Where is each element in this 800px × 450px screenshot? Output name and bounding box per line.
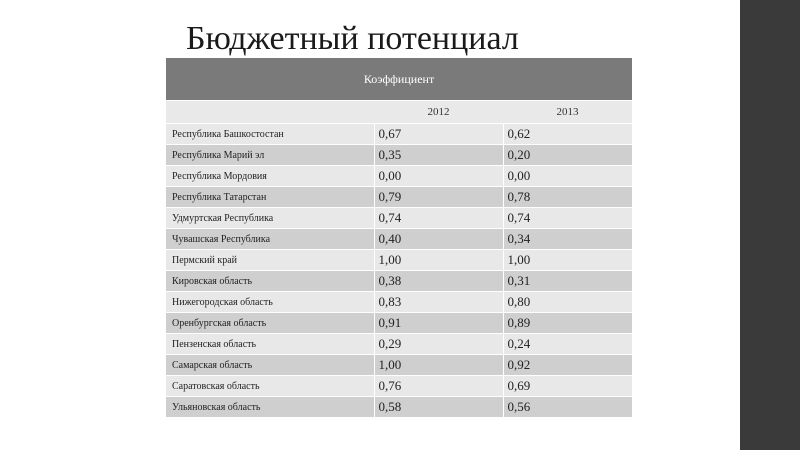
value-2012-cell: 0,91 — [374, 313, 503, 334]
value-2012-cell: 0,74 — [374, 208, 503, 229]
table-row — [166, 334, 632, 355]
table-row — [166, 397, 632, 418]
value-2012-cell: 0,67 — [374, 124, 503, 145]
year-2013: 2013 — [503, 101, 632, 124]
table-row — [166, 250, 632, 271]
value-2013-cell: 0,92 — [503, 355, 632, 376]
years-corner — [166, 101, 374, 124]
value-2012-cell: 1,00 — [374, 250, 503, 271]
table-row — [166, 355, 632, 376]
year-2012: 2012 — [374, 101, 503, 124]
value-2013-cell: 0,78 — [503, 187, 632, 208]
value-2013-cell: 0,89 — [503, 313, 632, 334]
table-header: Коэффициент — [166, 58, 632, 101]
region-cell: Нижегородская область — [166, 292, 374, 313]
region-cell: Республика Татарстан — [166, 187, 374, 208]
table-row — [166, 292, 632, 313]
region-cell: Ульяновская область — [166, 397, 374, 418]
value-2012-cell: 0,35 — [374, 145, 503, 166]
value-2013-cell: 0,56 — [503, 397, 632, 418]
table-row — [166, 166, 632, 187]
table-row — [166, 124, 632, 145]
table-row — [166, 187, 632, 208]
value-2013-cell: 0,24 — [503, 334, 632, 355]
value-2012-cell: 0,58 — [374, 397, 503, 418]
value-2013-cell: 0,34 — [503, 229, 632, 250]
value-2013-cell: 0,80 — [503, 292, 632, 313]
slide-title: Бюджетный потенциал — [186, 20, 519, 57]
years-row — [166, 101, 632, 124]
budget-table — [166, 58, 632, 417]
region-cell: Республика Марий эл — [166, 145, 374, 166]
table-row — [166, 271, 632, 292]
region-cell: Республика Башкостостан — [166, 124, 374, 145]
side-band — [740, 0, 800, 450]
value-2013-cell: 0,62 — [503, 124, 632, 145]
value-2012-cell: 0,00 — [374, 166, 503, 187]
value-2012-cell: 0,40 — [374, 229, 503, 250]
value-2012-cell: 0,79 — [374, 187, 503, 208]
table-row — [166, 313, 632, 334]
region-cell: Оренбургская область — [166, 313, 374, 334]
region-cell: Республика Мордовия — [166, 166, 374, 187]
region-cell: Самарская область — [166, 355, 374, 376]
region-cell: Пермский край — [166, 250, 374, 271]
region-cell: Саратовская область — [166, 376, 374, 397]
region-cell: Кировская область — [166, 271, 374, 292]
value-2013-cell: 0,69 — [503, 376, 632, 397]
region-cell: Удмуртская Республика — [166, 208, 374, 229]
value-2013-cell: 0,74 — [503, 208, 632, 229]
value-2013-cell: 0,20 — [503, 145, 632, 166]
value-2012-cell: 0,38 — [374, 271, 503, 292]
table-row — [166, 376, 632, 397]
table-row — [166, 208, 632, 229]
table-row — [166, 229, 632, 250]
value-2012-cell: 0,76 — [374, 376, 503, 397]
value-2012-cell: 0,29 — [374, 334, 503, 355]
value-2013-cell: 0,00 — [503, 166, 632, 187]
table-header-row — [166, 58, 632, 101]
value-2012-cell: 1,00 — [374, 355, 503, 376]
region-cell: Чувашская Республика — [166, 229, 374, 250]
table-row — [166, 145, 632, 166]
region-cell: Пензенская область — [166, 334, 374, 355]
value-2013-cell: 1,00 — [503, 250, 632, 271]
value-2013-cell: 0,31 — [503, 271, 632, 292]
value-2012-cell: 0,83 — [374, 292, 503, 313]
